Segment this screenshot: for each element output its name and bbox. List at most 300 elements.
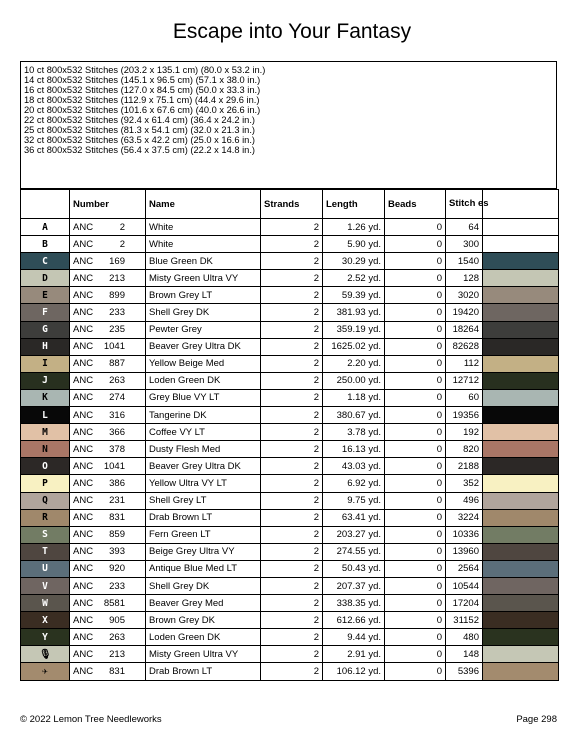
- beads-cell: 0: [385, 543, 446, 560]
- thread-code: 235: [109, 324, 125, 336]
- color-swatch: [483, 612, 559, 629]
- color-swatch: [483, 407, 559, 424]
- table-row: [21, 270, 559, 287]
- stitches-cell: 82628: [446, 338, 483, 355]
- thread-code: 233: [109, 580, 125, 592]
- beads-cell: 0: [385, 321, 446, 338]
- name-cell: Drab Brown LT: [146, 509, 261, 526]
- strands-cell: 2: [261, 236, 323, 253]
- beads-cell: 0: [385, 287, 446, 304]
- name-cell: Beaver Grey Ultra DK: [146, 338, 261, 355]
- color-swatch: [483, 270, 559, 287]
- fabric-size-line: 32 ct 800x532 Stitches (63.5 x 42.2 cm) (25.0 x 16.6 in.): [24, 135, 255, 145]
- color-swatch: [483, 441, 559, 458]
- table-row: [21, 526, 559, 543]
- strands-cell: 2: [261, 458, 323, 475]
- number-cell: [70, 219, 146, 236]
- length-cell: 63.41 yd.: [323, 509, 385, 526]
- color-swatch: [483, 304, 559, 321]
- thread-code: 831: [109, 512, 125, 524]
- symbol-cell: G: [21, 321, 70, 338]
- name-cell: Misty Green Ultra VY: [146, 646, 261, 663]
- strands-cell: 2: [261, 219, 323, 236]
- color-swatch: [483, 492, 559, 509]
- stitches-cell: 2564: [446, 560, 483, 577]
- table-row: [21, 663, 559, 680]
- strands-cell: 2: [261, 253, 323, 270]
- symbol-cell: W: [21, 595, 70, 612]
- stitches-cell: 19420: [446, 304, 483, 321]
- length-cell: 6.92 yd.: [323, 475, 385, 492]
- color-swatch: [483, 236, 559, 253]
- name-cell: Tangerine DK: [146, 407, 261, 424]
- brand-label: ANC: [73, 238, 94, 250]
- fabric-size-line: 22 ct 800x532 Stitches (92.4 x 61.4 cm) (36.4 x 24.2 in.): [24, 115, 255, 125]
- stitches-cell: 18264: [446, 321, 483, 338]
- color-swatch: [483, 646, 559, 663]
- strands-cell: 2: [261, 304, 323, 321]
- table-row: [21, 560, 559, 577]
- table-header-row: [21, 190, 559, 219]
- brand-label: ANC: [73, 512, 94, 524]
- length-cell: 359.19 yd.: [323, 321, 385, 338]
- symbol-cell: V: [21, 577, 70, 594]
- header-name: Name: [146, 190, 261, 219]
- thread-code: 859: [109, 529, 125, 541]
- strands-cell: 2: [261, 372, 323, 389]
- stitches-cell: 300: [446, 236, 483, 253]
- length-cell: 381.93 yd.: [323, 304, 385, 321]
- color-swatch: [483, 287, 559, 304]
- symbol-cell: S: [21, 526, 70, 543]
- brand-label: ANC: [73, 272, 94, 284]
- thread-code: 1041: [103, 460, 125, 472]
- thread-code: 213: [109, 648, 125, 660]
- number-cell: [70, 577, 146, 594]
- thread-code: 920: [109, 563, 125, 575]
- brand-label: ANC: [73, 477, 94, 489]
- stitches-cell: 352: [446, 475, 483, 492]
- table-row: [21, 458, 559, 475]
- brand-label: ANC: [73, 580, 94, 592]
- length-cell: 3.78 yd.: [323, 424, 385, 441]
- thread-code: 366: [109, 426, 125, 438]
- beads-cell: 0: [385, 338, 446, 355]
- strands-cell: 2: [261, 612, 323, 629]
- stitches-cell: 60: [446, 389, 483, 406]
- number-cell: [70, 270, 146, 287]
- strands-cell: 2: [261, 321, 323, 338]
- beads-cell: 0: [385, 560, 446, 577]
- table-row: [21, 577, 559, 594]
- length-cell: 612.66 yd.: [323, 612, 385, 629]
- number-cell: [70, 492, 146, 509]
- table-row: [21, 389, 559, 406]
- table-row: [21, 355, 559, 372]
- brand-label: ANC: [73, 375, 94, 387]
- name-cell: Pewter Grey: [146, 321, 261, 338]
- table-row: [21, 646, 559, 663]
- length-cell: 59.39 yd.: [323, 287, 385, 304]
- number-cell: [70, 407, 146, 424]
- strands-cell: 2: [261, 355, 323, 372]
- symbol-cell: J: [21, 372, 70, 389]
- brand-label: ANC: [73, 255, 94, 267]
- color-swatch: [483, 629, 559, 646]
- beads-cell: 0: [385, 509, 446, 526]
- stitches-cell: 5396: [446, 663, 483, 680]
- name-cell: Drab Brown LT: [146, 663, 261, 680]
- color-swatch: [483, 321, 559, 338]
- symbol-cell: H: [21, 338, 70, 355]
- name-cell: Loden Green DK: [146, 629, 261, 646]
- name-cell: Yellow Beige Med: [146, 355, 261, 372]
- color-swatch: [483, 424, 559, 441]
- brand-label: ANC: [73, 221, 94, 233]
- fabric-size-line: 36 ct 800x532 Stitches (56.4 x 37.5 cm) (22.2 x 14.8 in.): [24, 145, 255, 155]
- beads-cell: 0: [385, 407, 446, 424]
- table-row: [21, 475, 559, 492]
- header-number: Number: [70, 190, 146, 219]
- color-swatch: [483, 389, 559, 406]
- beads-cell: 0: [385, 304, 446, 321]
- name-cell: Beige Grey Ultra VY: [146, 543, 261, 560]
- stitches-cell: 64: [446, 219, 483, 236]
- name-cell: Antique Blue Med LT: [146, 560, 261, 577]
- name-cell: Coffee VY LT: [146, 424, 261, 441]
- beads-cell: 0: [385, 219, 446, 236]
- fabric-size-line: 10 ct 800x532 Stitches (203.2 x 135.1 cm) (80.0 x 53.2 in.): [24, 65, 266, 75]
- symbol-cell: P: [21, 475, 70, 492]
- stitches-cell: 31152: [446, 612, 483, 629]
- brand-label: ANC: [73, 648, 94, 660]
- number-cell: [70, 595, 146, 612]
- strands-cell: 2: [261, 646, 323, 663]
- name-cell: Dusty Flesh Med: [146, 441, 261, 458]
- name-cell: Blue Green DK: [146, 253, 261, 270]
- symbol-cell: A: [21, 219, 70, 236]
- strands-cell: 2: [261, 441, 323, 458]
- length-cell: 380.67 yd.: [323, 407, 385, 424]
- name-cell: White: [146, 219, 261, 236]
- header-stitches: Stitch es: [446, 190, 483, 219]
- stitches-cell: 2188: [446, 458, 483, 475]
- table-row: [21, 492, 559, 509]
- number-cell: [70, 612, 146, 629]
- brand-label: ANC: [73, 443, 94, 455]
- strands-cell: 2: [261, 629, 323, 646]
- color-swatch: [483, 219, 559, 236]
- thread-code: 213: [109, 272, 125, 284]
- length-cell: 50.43 yd.: [323, 560, 385, 577]
- strands-cell: 2: [261, 389, 323, 406]
- brand-label: ANC: [73, 631, 94, 643]
- thread-code: 2: [119, 221, 125, 233]
- brand-label: ANC: [73, 597, 94, 609]
- color-swatch: [483, 509, 559, 526]
- color-swatch: [483, 577, 559, 594]
- stitches-cell: 496: [446, 492, 483, 509]
- strands-cell: 2: [261, 543, 323, 560]
- thread-table: [20, 189, 559, 681]
- name-cell: Shell Grey DK: [146, 304, 261, 321]
- table-row: [21, 424, 559, 441]
- thread-code: 393: [109, 546, 125, 558]
- number-cell: [70, 389, 146, 406]
- stitches-cell: 17204: [446, 595, 483, 612]
- fabric-size-line: 16 ct 800x532 Stitches (127.0 x 84.5 cm) (50.0 x 33.3 in.): [24, 85, 261, 95]
- thread-code: 899: [109, 289, 125, 301]
- brand-label: ANC: [73, 289, 94, 301]
- number-cell: [70, 338, 146, 355]
- stitches-cell: 820: [446, 441, 483, 458]
- thread-code: 169: [109, 255, 125, 267]
- beads-cell: 0: [385, 612, 446, 629]
- brand-label: ANC: [73, 495, 94, 507]
- thread-code: 887: [109, 358, 125, 370]
- strands-cell: 2: [261, 475, 323, 492]
- beads-cell: 0: [385, 577, 446, 594]
- brand-label: ANC: [73, 341, 94, 353]
- table-row: [21, 321, 559, 338]
- stitches-cell: 10544: [446, 577, 483, 594]
- name-cell: Beaver Grey Ultra DK: [146, 458, 261, 475]
- strands-cell: 2: [261, 287, 323, 304]
- number-cell: [70, 509, 146, 526]
- table-row: [21, 236, 559, 253]
- beads-cell: 0: [385, 389, 446, 406]
- brand-label: ANC: [73, 665, 94, 677]
- brand-label: ANC: [73, 409, 94, 421]
- symbol-cell: L: [21, 407, 70, 424]
- length-cell: 1.26 yd.: [323, 219, 385, 236]
- table-row: [21, 595, 559, 612]
- length-cell: 30.29 yd.: [323, 253, 385, 270]
- thread-code: 263: [109, 375, 125, 387]
- stitches-cell: 148: [446, 646, 483, 663]
- thread-code: 316: [109, 409, 125, 421]
- name-cell: Beaver Grey Med: [146, 595, 261, 612]
- name-cell: Shell Grey DK: [146, 577, 261, 594]
- length-cell: 5.90 yd.: [323, 236, 385, 253]
- table-row: [21, 407, 559, 424]
- number-cell: [70, 629, 146, 646]
- name-cell: Yellow Ultra VY LT: [146, 475, 261, 492]
- number-cell: [70, 526, 146, 543]
- symbol-cell: X: [21, 612, 70, 629]
- symbol-cell: M: [21, 424, 70, 441]
- strands-cell: 2: [261, 492, 323, 509]
- header-beads: Beads: [385, 190, 446, 219]
- number-cell: [70, 424, 146, 441]
- symbol-cell: D: [21, 270, 70, 287]
- color-swatch: [483, 526, 559, 543]
- beads-cell: 0: [385, 629, 446, 646]
- brand-label: ANC: [73, 614, 94, 626]
- symbol-cell: C: [21, 253, 70, 270]
- symbol-cell: R: [21, 509, 70, 526]
- thread-code: 831: [109, 665, 125, 677]
- symbol-cell: U: [21, 560, 70, 577]
- brand-label: ANC: [73, 392, 94, 404]
- number-cell: [70, 287, 146, 304]
- length-cell: 274.55 yd.: [323, 543, 385, 560]
- beads-cell: 0: [385, 355, 446, 372]
- number-cell: [70, 372, 146, 389]
- beads-cell: 0: [385, 372, 446, 389]
- fabric-size-line: 20 ct 800x532 Stitches (101.6 x 67.6 cm) (40.0 x 26.6 in.): [24, 105, 261, 115]
- table-row: [21, 338, 559, 355]
- brand-label: ANC: [73, 460, 94, 472]
- length-cell: 250.00 yd.: [323, 372, 385, 389]
- symbol-cell: O: [21, 458, 70, 475]
- table-row: [21, 543, 559, 560]
- fabric-sizes-box: [20, 61, 557, 189]
- fabric-size-line: 25 ct 800x532 Stitches (81.3 x 54.1 cm) (32.0 x 21.3 in.): [24, 125, 255, 135]
- page-title: Escape into Your Fantasy: [172, 20, 412, 43]
- symbol-cell: I: [21, 355, 70, 372]
- symbol-cell: B: [21, 236, 70, 253]
- table-row: [21, 253, 559, 270]
- number-cell: [70, 458, 146, 475]
- length-cell: 203.27 yd.: [323, 526, 385, 543]
- strands-cell: 2: [261, 338, 323, 355]
- color-swatch: [483, 355, 559, 372]
- name-cell: Shell Grey LT: [146, 492, 261, 509]
- thread-code: 263: [109, 631, 125, 643]
- beads-cell: 0: [385, 646, 446, 663]
- color-swatch: [483, 253, 559, 270]
- beads-cell: 0: [385, 236, 446, 253]
- symbol-cell: 🎙: [21, 646, 70, 663]
- symbol-cell: Y: [21, 629, 70, 646]
- color-swatch: [483, 595, 559, 612]
- length-cell: 2.52 yd.: [323, 270, 385, 287]
- length-cell: 1.18 yd.: [323, 389, 385, 406]
- beads-cell: 0: [385, 458, 446, 475]
- table-row: [21, 219, 559, 236]
- beads-cell: 0: [385, 253, 446, 270]
- strands-cell: 2: [261, 509, 323, 526]
- header-swatch: [483, 190, 559, 219]
- symbol-cell: ✈: [21, 663, 70, 680]
- beads-cell: 0: [385, 492, 446, 509]
- beads-cell: 0: [385, 663, 446, 680]
- stitches-cell: 3224: [446, 509, 483, 526]
- brand-label: ANC: [73, 546, 94, 558]
- number-cell: [70, 475, 146, 492]
- brand-label: ANC: [73, 529, 94, 541]
- stitches-cell: 128: [446, 270, 483, 287]
- thread-code: 905: [109, 614, 125, 626]
- brand-label: ANC: [73, 324, 94, 336]
- fabric-size-line: 18 ct 800x532 Stitches (112.9 x 75.1 cm) (44.4 x 29.6 in.): [24, 95, 260, 105]
- thread-code: 378: [109, 443, 125, 455]
- beads-cell: 0: [385, 526, 446, 543]
- color-swatch: [483, 475, 559, 492]
- strands-cell: 2: [261, 424, 323, 441]
- beads-cell: 0: [385, 424, 446, 441]
- beads-cell: 0: [385, 441, 446, 458]
- thread-code: 8581: [103, 597, 125, 609]
- copyright-text: © 2022 Lemon Tree Needleworks: [20, 714, 162, 725]
- table-row: [21, 287, 559, 304]
- thread-code: 231: [109, 495, 125, 507]
- symbol-cell: F: [21, 304, 70, 321]
- name-cell: Fern Green LT: [146, 526, 261, 543]
- color-swatch: [483, 372, 559, 389]
- stitches-cell: 192: [446, 424, 483, 441]
- beads-cell: 0: [385, 270, 446, 287]
- number-cell: [70, 560, 146, 577]
- number-cell: [70, 441, 146, 458]
- symbol-cell: K: [21, 389, 70, 406]
- header-symbol: [21, 190, 70, 219]
- thread-code: 233: [109, 307, 125, 319]
- stitches-cell: 13960: [446, 543, 483, 560]
- strands-cell: 2: [261, 577, 323, 594]
- length-cell: 338.35 yd.: [323, 595, 385, 612]
- stitches-cell: 10336: [446, 526, 483, 543]
- number-cell: [70, 304, 146, 321]
- number-cell: [70, 321, 146, 338]
- header-strands: Strands: [261, 190, 323, 219]
- color-swatch: [483, 663, 559, 680]
- symbol-cell: N: [21, 441, 70, 458]
- color-swatch: [483, 458, 559, 475]
- beads-cell: 0: [385, 595, 446, 612]
- table-row: [21, 441, 559, 458]
- stitches-cell: 3020: [446, 287, 483, 304]
- thread-code: 386: [109, 477, 125, 489]
- symbol-cell: E: [21, 287, 70, 304]
- table-row: [21, 304, 559, 321]
- number-cell: [70, 253, 146, 270]
- strands-cell: 2: [261, 526, 323, 543]
- table-row: [21, 509, 559, 526]
- length-cell: 106.12 yd.: [323, 663, 385, 680]
- table-row: [21, 629, 559, 646]
- strands-cell: 2: [261, 595, 323, 612]
- name-cell: Grey Blue VY LT: [146, 389, 261, 406]
- fabric-size-line: 14 ct 800x532 Stitches (145.1 x 96.5 cm) (57.1 x 38.0 in.): [24, 75, 261, 85]
- length-cell: 43.03 yd.: [323, 458, 385, 475]
- number-cell: [70, 543, 146, 560]
- color-swatch: [483, 543, 559, 560]
- length-cell: 9.44 yd.: [323, 629, 385, 646]
- length-cell: 207.37 yd.: [323, 577, 385, 594]
- number-cell: [70, 663, 146, 680]
- brand-label: ANC: [73, 563, 94, 575]
- name-cell: Brown Grey DK: [146, 612, 261, 629]
- color-swatch: [483, 338, 559, 355]
- length-cell: 16.13 yd.: [323, 441, 385, 458]
- number-cell: [70, 236, 146, 253]
- brand-label: ANC: [73, 426, 94, 438]
- strands-cell: 2: [261, 663, 323, 680]
- thread-code: 2: [119, 238, 125, 250]
- table-row: [21, 612, 559, 629]
- beads-cell: 0: [385, 475, 446, 492]
- brand-label: ANC: [73, 358, 94, 370]
- stitches-cell: 480: [446, 629, 483, 646]
- thread-code: 274: [109, 392, 125, 404]
- stitches-cell: 19356: [446, 407, 483, 424]
- strands-cell: 2: [261, 270, 323, 287]
- length-cell: 2.91 yd.: [323, 646, 385, 663]
- length-cell: 9.75 yd.: [323, 492, 385, 509]
- strands-cell: 2: [261, 560, 323, 577]
